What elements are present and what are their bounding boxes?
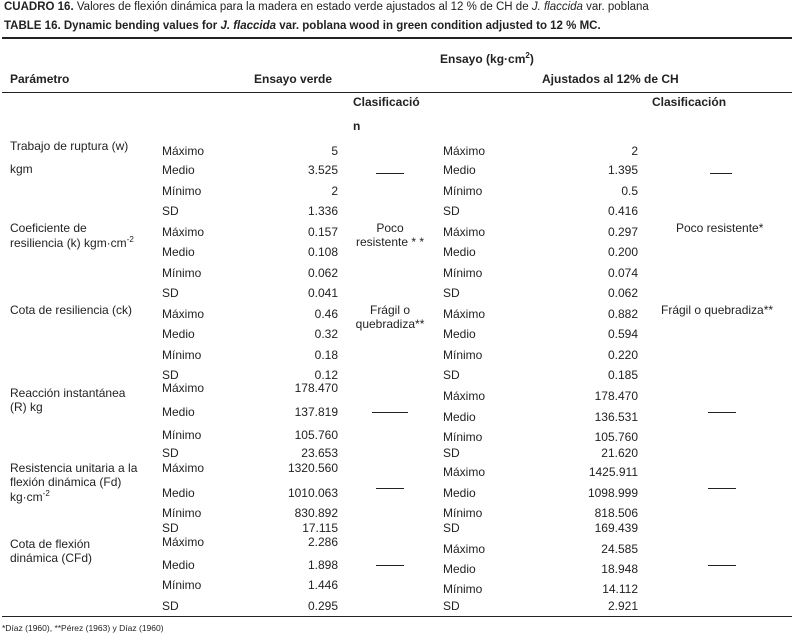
footnote: *Díaz (1960), **Pérez (1963) y Díaz (1960) — [2, 623, 164, 633]
adj-cota-clasif: Frágil o quebradiza** — [661, 303, 774, 317]
stat-label-adjusted: SD — [443, 599, 460, 613]
adj-resist-dash — [708, 488, 736, 489]
green-value: 5 — [331, 144, 338, 158]
stat-label-adjusted: Medio — [443, 562, 476, 576]
adj-coef-clasif: Poco resistente* — [676, 221, 764, 235]
adjusted-value: 178.470 — [594, 389, 638, 403]
stat-label-adjusted: SD — [443, 521, 460, 535]
stat-label-adjusted: SD — [443, 204, 460, 218]
stat-label-adjusted: Mínimo — [443, 266, 483, 280]
green-trabajo-dash — [376, 173, 404, 174]
adjusted-value: 818.506 — [594, 506, 638, 520]
green-value: 1.898 — [307, 558, 338, 572]
green-value: 17.115 — [302, 521, 338, 535]
stat-label-adjusted: SD — [443, 286, 460, 300]
stat-label-green: Mínimo — [162, 506, 202, 520]
stat-label-green: Mínimo — [162, 266, 202, 280]
green-value: 178.470 — [294, 381, 338, 395]
stat-label-green: SD — [162, 286, 179, 300]
stat-label-adjusted: SD — [443, 368, 460, 382]
stat-label-green: Máximo — [162, 307, 205, 321]
param-resistencia-2: flexión dinámica (Fd) — [10, 475, 122, 489]
adjusted-value: 0.5 — [621, 184, 638, 198]
table-top-rule — [2, 37, 792, 39]
stat-label-adjusted: Mínimo — [443, 184, 483, 198]
stat-label-adjusted: Medio — [443, 410, 476, 424]
stat-label-adjusted: Máximo — [443, 389, 486, 403]
stat-label-green: Mínimo — [162, 428, 202, 442]
adjusted-value: 0.882 — [607, 307, 638, 321]
caption-english: TABLE 16. Dynamic bending values for J. flaccida var. poblana wood in green condition adjusted to 12 % MC. — [4, 20, 601, 32]
stat-label-green: Máximo — [162, 225, 205, 239]
green-value: 830.892 — [294, 506, 338, 520]
green-cota-clasif: Frágil o — [369, 303, 410, 317]
param-trabajo: Trabajo de ruptura (w) — [10, 139, 129, 153]
adjusted-value: 0.074 — [607, 266, 638, 280]
header-clasificacion-green-cont: n — [353, 119, 361, 133]
stat-label-green: Máximo — [162, 535, 205, 549]
adjusted-value: 24.585 — [601, 542, 638, 556]
stat-label-green: Medio — [162, 327, 195, 341]
green-resist-dash — [376, 488, 404, 489]
param-reaccion: Reacción instantánea — [10, 386, 126, 400]
stat-label-green: Medio — [162, 163, 195, 177]
stat-label-green: Mínimo — [162, 578, 202, 592]
adjusted-value: 0.416 — [607, 204, 638, 218]
stat-label-adjusted: Mínimo — [443, 506, 483, 520]
param-coef-unit: resiliencia (k) $kgm\cdot cm^{-2}$ — [10, 235, 134, 250]
green-cota-clasif-2: quebradiza** — [355, 317, 425, 331]
adjusted-value: 0.062 — [607, 286, 638, 300]
param-cota: Cota de resiliencia (ck) — [10, 303, 133, 317]
stat-label-green: Medio — [162, 405, 195, 419]
green-value: 0.157 — [307, 225, 338, 239]
green-cfd-dash — [376, 565, 404, 566]
header-parametro: Parámetro — [10, 72, 70, 86]
stat-label-green: SD — [162, 368, 179, 382]
green-coef-clasif-2: resistente * * — [355, 235, 425, 249]
green-value: 137.819 — [294, 405, 338, 419]
green-value: 105.760 — [294, 428, 338, 442]
param-coef: Coeficiente de — [10, 221, 87, 235]
header-ensayo: Ensayo $(kg\cdot cm^2)$ — [440, 51, 534, 66]
adjusted-value: 2.921 — [607, 599, 638, 613]
stat-label-green: Máximo — [162, 144, 205, 158]
stat-label-green: Mínimo — [162, 184, 202, 198]
stat-label-green: SD — [162, 599, 179, 613]
stat-label-adjusted: SD — [443, 446, 460, 460]
green-value: 0.108 — [307, 245, 338, 259]
green-value: 0.12 — [314, 368, 338, 382]
green-reac-dash — [372, 412, 408, 413]
param-cfd: Cota de flexión — [10, 537, 91, 551]
stat-label-green: Medio — [162, 558, 195, 572]
adj-cfd-dash — [708, 565, 736, 566]
green-value: 1010.063 — [287, 486, 338, 500]
header-clasificacion-adjusted: Clasificación — [652, 95, 727, 109]
stat-label-green: Medio — [162, 245, 195, 259]
adjusted-value: 2 — [631, 144, 638, 158]
adjusted-value: 169.439 — [594, 521, 638, 535]
green-value: 1.336 — [307, 204, 338, 218]
stat-label-adjusted: Medio — [443, 327, 476, 341]
stat-label-adjusted: Máximo — [443, 225, 486, 239]
green-value: 0.18 — [314, 348, 338, 362]
stat-label-adjusted: Mínimo — [443, 348, 483, 362]
adjusted-value: 1.395 — [607, 163, 638, 177]
param-reaccion-unit: (R) kg — [10, 400, 43, 414]
stat-label-green: SD — [162, 446, 179, 460]
adjusted-value: 0.200 — [607, 245, 638, 259]
stat-label-green: Mínimo — [162, 348, 202, 362]
green-value: 0.062 — [307, 266, 338, 280]
stat-label-green: Máximo — [162, 461, 205, 475]
stat-label-adjusted: Máximo — [443, 465, 486, 479]
header-clasificacion-green: Clasificació — [353, 95, 420, 109]
adjusted-value: 0.297 — [607, 225, 638, 239]
stat-label-green: Medio — [162, 486, 195, 500]
green-value: 23.653 — [301, 446, 338, 460]
green-coef-clasif: Poco — [376, 221, 404, 235]
header-ensayo-verde: Ensayo verde — [254, 72, 333, 86]
adjusted-value: 0.220 — [607, 348, 638, 362]
green-value: 2.286 — [307, 535, 338, 549]
table-bottom-rule — [2, 616, 792, 617]
stat-label-adjusted: Máximo — [443, 542, 486, 556]
param-resistencia-unit: $kg\cdot cm^{-2}$ — [10, 489, 50, 504]
green-value: 0.295 — [307, 599, 338, 613]
adjusted-value: 0.185 — [607, 368, 638, 382]
green-value: 0.32 — [314, 327, 338, 341]
adjusted-value: 105.760 — [594, 430, 638, 444]
green-value: 2 — [331, 184, 338, 198]
adjusted-value: 0.594 — [607, 327, 638, 341]
stat-label-green: SD — [162, 521, 179, 535]
header-rule — [2, 92, 792, 93]
caption-spanish: CUADRO 16. Valores de flexión dinámica para la madera en estado verde ajustados al 12 % de CH de J. flaccida var. poblana — [4, 1, 649, 13]
adjusted-value: 21.620 — [601, 446, 638, 460]
header-ajustados: Ajustados al 12% de CH — [542, 72, 679, 86]
stat-label-green: SD — [162, 204, 179, 218]
stat-label-adjusted: Medio — [443, 163, 476, 177]
stat-label-adjusted: Medio — [443, 245, 476, 259]
adjusted-value: 1098.999 — [587, 486, 638, 500]
param-trabajo-unit: kgm — [10, 162, 33, 176]
param-resistencia: Resistencia unitaria a la — [10, 461, 138, 475]
green-value: 1.446 — [307, 578, 338, 592]
green-value: 0.041 — [307, 286, 338, 300]
adjusted-value: 18.948 — [601, 562, 638, 576]
adjusted-value: 136.531 — [594, 410, 638, 424]
param-cfd-2: dinámica (CFd) — [10, 551, 93, 565]
stat-label-green: Máximo — [162, 381, 205, 395]
green-value: 3.525 — [307, 163, 338, 177]
stat-label-adjusted: Mínimo — [443, 430, 483, 444]
adjusted-value: 1425.911 — [588, 465, 638, 479]
adjusted-value: 14.112 — [602, 582, 638, 596]
adj-trabajo-dash — [710, 173, 732, 174]
stat-label-adjusted: Máximo — [443, 307, 486, 321]
stat-label-adjusted: Máximo — [443, 144, 486, 158]
green-value: 1320.560 — [287, 461, 338, 475]
stat-label-adjusted: Medio — [443, 486, 476, 500]
adj-reac-dash — [708, 412, 736, 413]
stat-label-adjusted: Mínimo — [443, 582, 483, 596]
green-value: 0.46 — [314, 307, 338, 321]
